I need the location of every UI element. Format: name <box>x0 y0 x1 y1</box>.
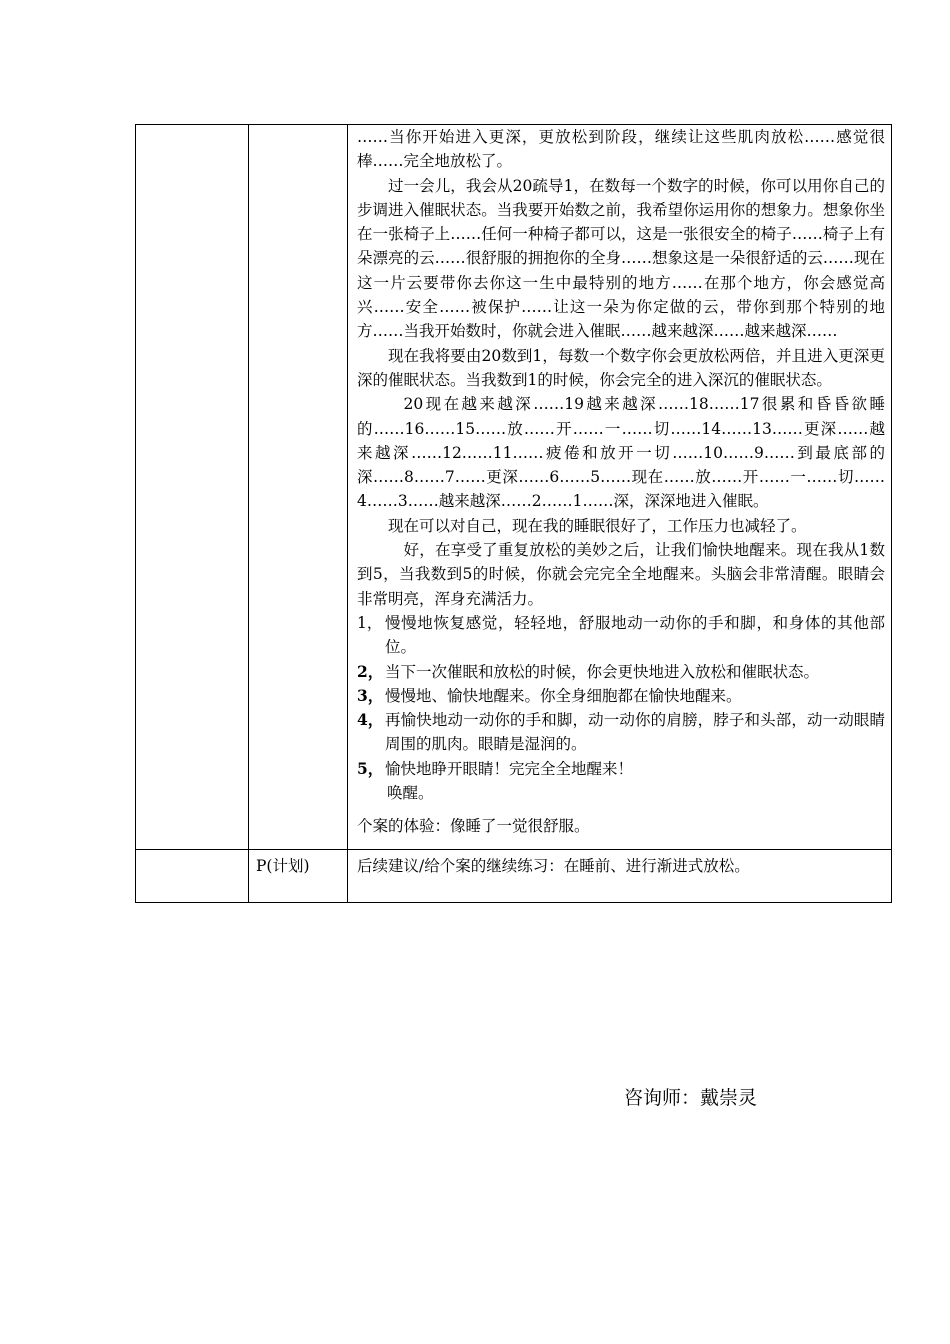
step-text: 慢慢地恢复感觉，轻轻地，舒服地动一动你的手和脚，和身体的其他部位。 <box>385 613 885 657</box>
step-text: 慢慢地、愉快地醒来。你全身细胞都在愉快地醒来。 <box>385 686 742 705</box>
step-number: 4， <box>357 710 384 730</box>
step-item <box>357 708 885 757</box>
step-item <box>357 660 885 684</box>
step-number: 2， <box>357 661 384 681</box>
empty-cell <box>136 125 249 850</box>
paragraph: 过一会儿，我会从20疏导1，在数每一个数字的时候，你可以用你自己的步调进入催眠状态。当我要开始数之前，我希望你运用你的想象力。想象你坐在一张椅子上……任何一种椅子都可以，这是一张很安全的椅子……椅子上有朵漂亮的云……很舒服的拥抱你的全身……想象这是一朵很舒适的云……现在这一片云要带你去你这一生中最特别的地方……在那个地方，你会感觉高兴……安全……被保护……让这一朵为你定做的云，带你到那个特别的地方……当我开始数时，你就会进入催眠……越来越深……越来越深…… <box>357 176 885 341</box>
step-text: 愉快地睁开眼睛！完完全全地醒来！ <box>385 759 634 778</box>
plan-label: P(计划) <box>249 849 348 902</box>
counselor-signature: 咨询师：戴崇灵 <box>624 1087 758 1109</box>
step-item <box>357 757 885 781</box>
step-item <box>357 684 885 708</box>
step-text: 再愉快地动一动你的手和脚，动一动你的肩膀，脖子和头部，动一动眼睛周围的肌肉。眼睛是湿润的。 <box>385 711 885 754</box>
step-text: 当下一次催眠和放松的时候，你会更快地进入放松和催眠状态。 <box>385 662 820 681</box>
step-number: 3， <box>357 685 384 705</box>
paragraph: ……当你开始进入更深，更放松到阶段，继续让这些肌肉放松……感觉很棒……完全地放松了。 <box>357 128 885 171</box>
paragraph: 好，在享受了重复放松的美妙之后，让我们愉快地醒来。现在我从1数到5，当我数到5的时候，你就会完完全全地醒来。头脑会非常清醒。眼睛会非常明亮，浑身充满活力。 <box>357 541 885 608</box>
paragraph: 现在可以对自己，现在我的睡眠很好了，工作压力也减轻了。 <box>388 516 807 535</box>
plan-row <box>136 849 892 902</box>
step-number: 5， <box>357 758 384 778</box>
wake-line: 唤醒。 <box>387 784 434 803</box>
empty-cell <box>249 125 348 850</box>
session-record-table <box>135 124 892 903</box>
plan-text: 后续建议/给个案的继续练习：在睡前、进行渐进式放松。 <box>348 849 892 902</box>
paragraph: 20现在越来越深……19越来越深……18……17很累和昏昏欲睡的……16……15……放……开……一……切……14……13……更深……越来越深……12……11……疲倦和放开一切……10……9……到最底部的深……8……7……更深……6……5……现在……放……开……一……切……4……3……越来越深……2……1……深，深深地进入催眠。 <box>357 395 885 511</box>
empty-cell <box>136 849 249 902</box>
step-item <box>357 611 885 660</box>
step-number: 1， <box>357 613 383 632</box>
procedure-content <box>348 125 891 849</box>
procedure-row <box>136 125 892 850</box>
experience-line: 个案的体验：像睡了一觉很舒服。 <box>357 817 590 836</box>
procedure-content-cell <box>348 125 892 850</box>
paragraph: 现在我将要由20数到1，每数一个数字你会更放松两倍，并且进入更深更深的催眠状态。当我数到1的时候，你会完全的进入深沉的催眠状态。 <box>357 346 885 389</box>
